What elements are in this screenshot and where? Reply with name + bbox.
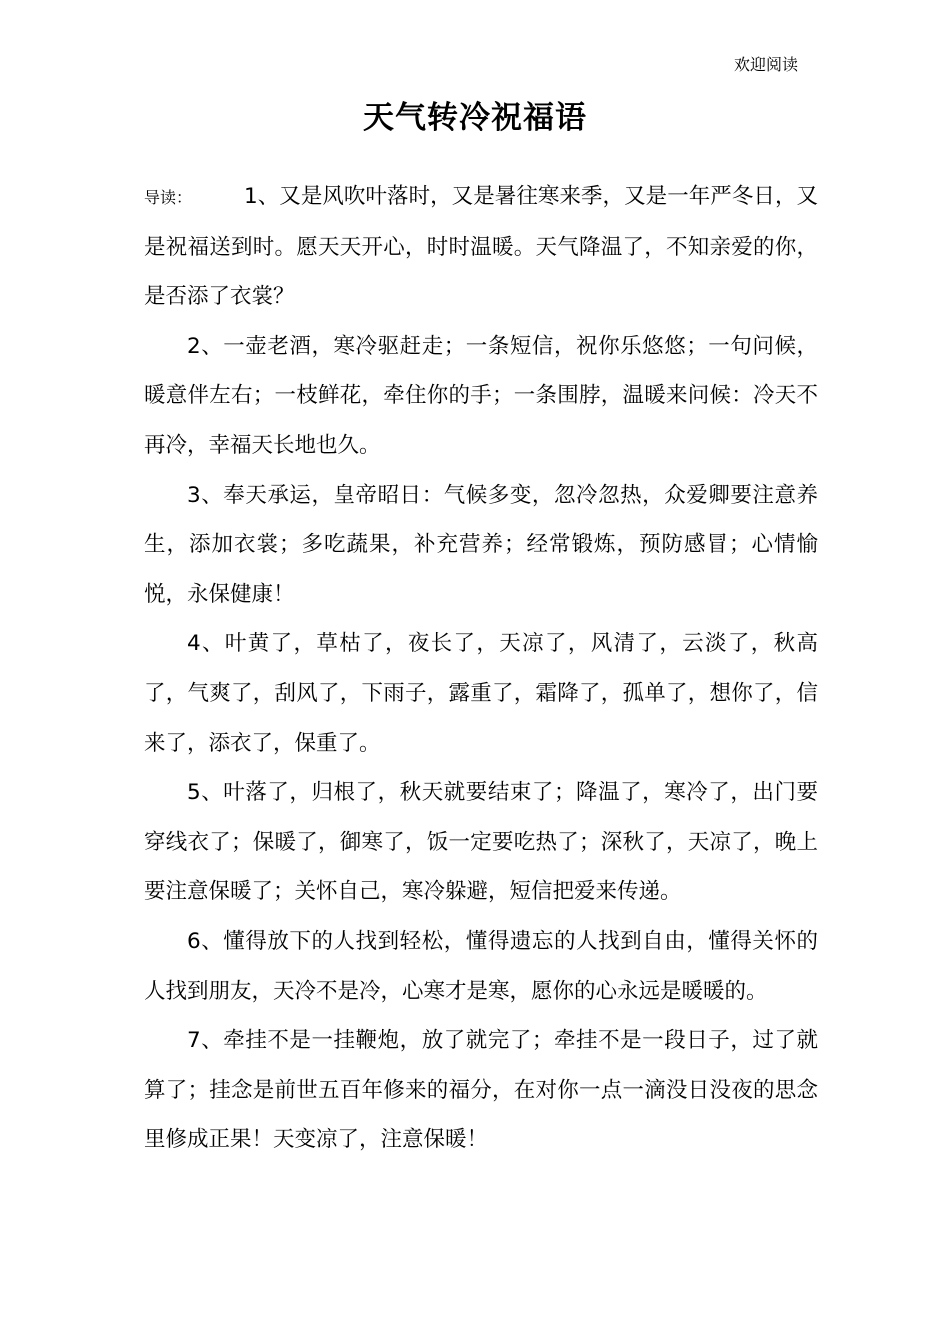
paragraph-6: 6、懂得放下的人找到轻松，懂得遗忘的人找到自由，懂得关怀的人找到朋友，天冷不是冷，心寒才是寒，愿你的心永远是暖暖的。 (144, 928, 818, 1004)
document-body (144, 172, 818, 1165)
paragraph-5: 5、叶落了，归根了，秋天就要结束了；降温了，寒冷了，出门要穿线衣了；保暖了，御寒了，饭一定要吃热了；深秋了，天凉了，晚上要注意保暖了；关怀自己，寒冷躲避，短信把爱来传递。 (144, 780, 818, 905)
lead-label: 导读： (144, 188, 193, 207)
paragraph-2: 2、一壶老酒，寒冷驱赶走；一条短信，祝你乐悠悠；一句问候，暖意伴左右；一枝鲜花，牵住你的手；一条围脖，温暖来问候：冷天不再冷，幸福天长地也久。 (144, 333, 818, 458)
paragraph-4: 4、叶黄了，草枯了，夜长了，天凉了，风清了，云淡了，秋高了，气爽了，刮风了，下雨子，露重了，霜降了，孤单了，想你了，信来了，添衣了，保重了。 (144, 631, 818, 756)
document-title: 天气转冷祝福语 (363, 100, 587, 136)
paragraph-7: 7、牵挂不是一挂鞭炮，放了就完了；牵挂不是一段日子，过了就算了；挂念是前世五百年修来的福分，在对你一点一滴没日没夜的思念里修成正果！天变凉了，注意保暖！ (144, 1028, 818, 1153)
paragraph-1 (144, 172, 818, 322)
paragraph-1-text: 1、又是风吹叶落时，又是暑往寒来季，又是一年严冬日，又是祝福送到时。愿天天开心，时时温暖。天气降温了，不知亲爱的你，是否添了衣裳？ (144, 184, 818, 310)
header-note: 欢迎阅读 (733, 55, 798, 74)
paragraph-3: 3、奉天承运，皇帝昭日：气候多变，忽冷忽热，众爱卿要注意养生，添加衣裳；多吃蔬果，补充营养；经常锻炼，预防感冒；心情愉悦，永保健康！ (144, 482, 818, 607)
